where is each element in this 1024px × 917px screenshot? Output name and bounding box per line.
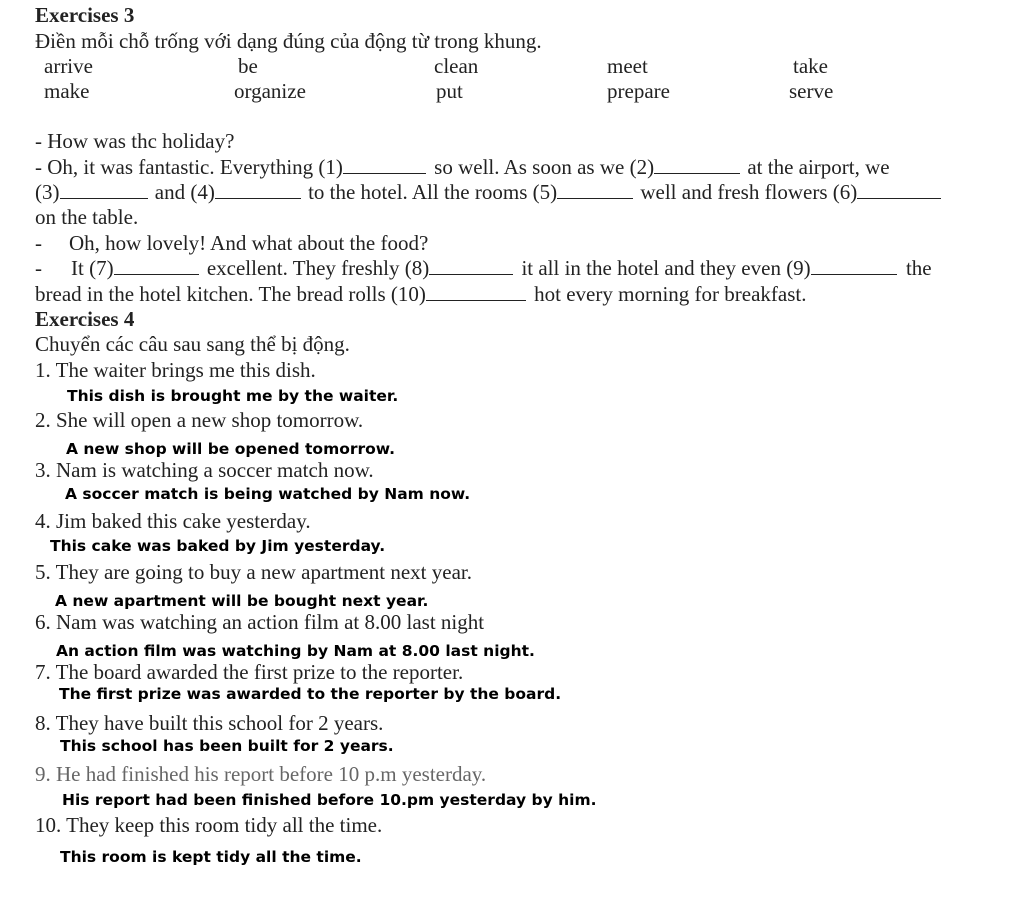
dialogue-line xyxy=(71,256,932,280)
answer-item: This cake was baked by Jim yesterday. xyxy=(50,537,386,555)
answer-item: This school has been built for 2 years. xyxy=(60,737,394,755)
answer-item: His report had been finished before 10.pm yesterday by him. xyxy=(62,791,597,809)
question-item: 9. He had finished his report before 10 p.m yesterday. xyxy=(35,762,487,786)
blank-10 xyxy=(426,300,526,301)
answer-item: The first prize was awarded to the reporter by the board. xyxy=(59,685,562,703)
text-segment: and (4) xyxy=(154,180,215,204)
ex4-title: Exercises 4 xyxy=(35,307,135,331)
text-segment: the xyxy=(905,256,932,280)
answer-item: A new apartment will be bought next year. xyxy=(55,592,429,610)
text-segment: bread in the hotel kitchen. The bread rolls (10) xyxy=(35,282,426,306)
text-segment: (3) xyxy=(35,180,60,204)
question-item: 6. Nam was watching an action film at 8.00 last night xyxy=(35,610,485,634)
blank-9 xyxy=(811,274,897,275)
text-segment: to the hotel. All the rooms (5) xyxy=(308,180,558,204)
answer-item: A soccer match is being watched by Nam now. xyxy=(65,485,471,503)
blank-4 xyxy=(215,198,301,199)
question-item: 4. Jim baked this cake yesterday. xyxy=(35,509,311,533)
word-item: take xyxy=(793,54,828,78)
blank-5 xyxy=(557,198,633,199)
word-item: put xyxy=(436,79,463,103)
dialogue-line xyxy=(35,282,806,306)
answer-item: This room is kept tidy all the time. xyxy=(60,848,362,866)
text-segment: so well. As soon as we (2) xyxy=(434,155,655,179)
question-item: 2. She will open a new shop tomorrow. xyxy=(35,408,364,432)
word-item: make xyxy=(44,79,90,103)
dialogue-line: - How was thc holiday? xyxy=(35,129,235,153)
dialogue-line: Oh, how lovely! And what about the food? xyxy=(69,231,429,255)
ex3-title: Exercises 3 xyxy=(35,3,135,27)
question-item: 1. The waiter brings me this dish. xyxy=(35,358,316,382)
question-item: 10. They keep this room tidy all the time. xyxy=(35,813,383,837)
text-segment: excellent. They freshly (8) xyxy=(206,256,430,280)
blank-8 xyxy=(429,274,513,275)
word-item: clean xyxy=(434,54,479,78)
text-segment: it all in the hotel and they even (9) xyxy=(521,256,811,280)
blank-7 xyxy=(114,274,199,275)
ex3-instruction: Điền mỗi chỗ trống với dạng đúng của động từ trong khung. xyxy=(35,29,542,53)
answer-item: This dish is brought me by the waiter. xyxy=(67,387,399,405)
answer-item: An action film was watching by Nam at 8.00 last night. xyxy=(56,642,535,660)
blank-2 xyxy=(654,173,740,174)
word-item: be xyxy=(238,54,258,78)
dialogue-line xyxy=(35,180,941,204)
blank-6 xyxy=(857,198,941,199)
text-segment: well and fresh flowers (6) xyxy=(640,180,858,204)
dash: - xyxy=(35,231,42,255)
blank-3 xyxy=(60,198,148,199)
question-item: 5. They are going to buy a new apartment next year. xyxy=(35,560,472,584)
question-item: 7. The board awarded the first prize to the reporter. xyxy=(35,660,464,684)
text-segment: hot every morning for breakfast. xyxy=(534,282,807,306)
question-item: 3. Nam is watching a soccer match now. xyxy=(35,458,374,482)
text-segment: at the airport, we xyxy=(747,155,890,179)
word-item: arrive xyxy=(44,54,93,78)
question-item: 8. They have built this school for 2 years. xyxy=(35,711,384,735)
answer-item: A new shop will be opened tomorrow. xyxy=(66,440,396,458)
word-item: organize xyxy=(234,79,306,103)
dash: - xyxy=(35,256,42,280)
dialogue-line xyxy=(35,155,890,179)
text-segment: It (7) xyxy=(71,256,114,280)
word-item: meet xyxy=(607,54,648,78)
blank-1 xyxy=(343,173,426,174)
word-item: prepare xyxy=(607,79,670,103)
word-item: serve xyxy=(789,79,834,103)
dialogue-line: on the table. xyxy=(35,205,139,229)
text-segment: - Oh, it was fantastic. Everything (1) xyxy=(35,155,343,179)
ex4-instruction: Chuyển các câu sau sang thể bị động. xyxy=(35,332,350,356)
